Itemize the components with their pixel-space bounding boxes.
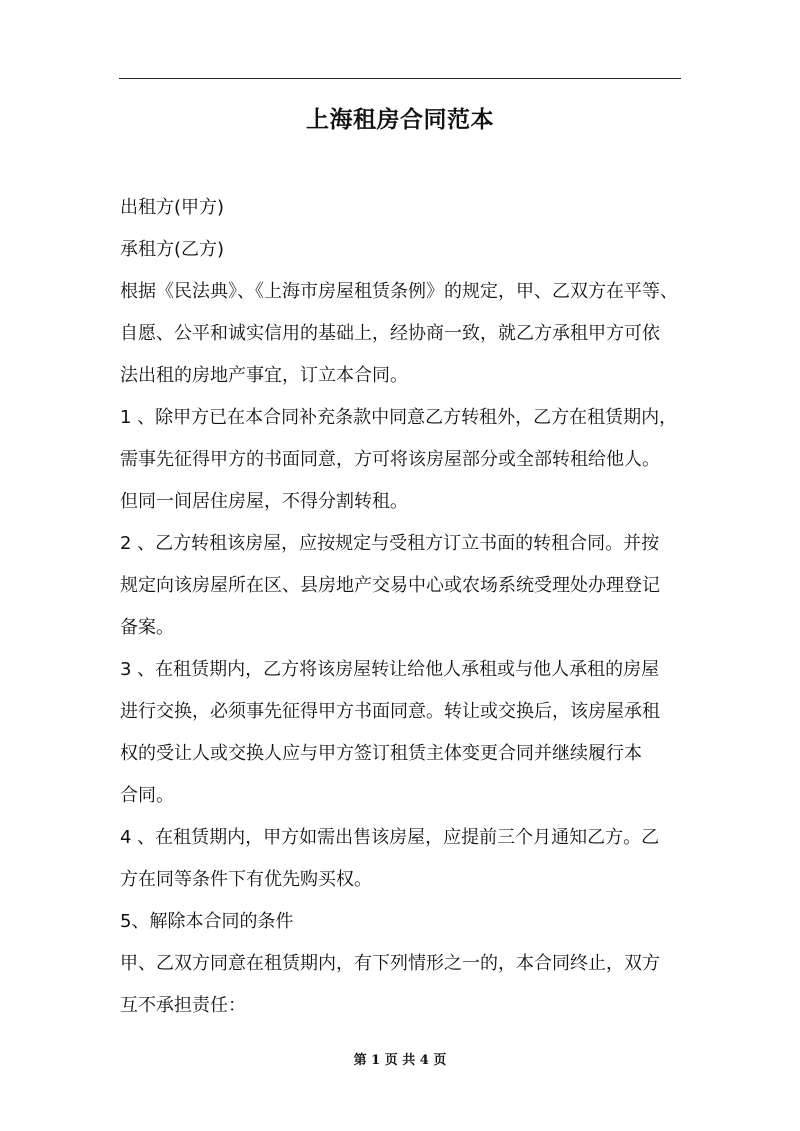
document-title: 上海租房合同范本 — [306, 107, 494, 133]
body-line: 根据《民法典》、《上海市房屋租赁条例》的规定，甲、乙双方在平等、 — [120, 281, 678, 302]
body-line: 承租方(乙方) — [120, 239, 225, 260]
body-line: 1 、除甲方已在本合同补充条款中同意乙方转租外，乙方在租赁期内， — [120, 407, 678, 428]
body-line: 合同。 — [120, 785, 174, 806]
body-line: 方在同等条件下有优先购买权。 — [120, 869, 372, 890]
body-line: 但同一间居住房屋，不得分割转租。 — [120, 491, 408, 512]
body-line: 进行交换，必须事先征得甲方书面同意。转让或交换后，该房屋承租 — [120, 701, 660, 722]
page-number: 第 1 页 共 4 页 — [353, 1053, 447, 1068]
body-line: 4 、在租赁期内，甲方如需出售该房屋，应提前三个月通知乙方。乙 — [120, 827, 660, 848]
body-line: 2 、乙方转租该房屋，应按规定与受租方订立书面的转租合同。并按 — [120, 533, 660, 554]
body-line: 自愿、公平和诚实信用的基础上，经协商一致，就乙方承租甲方可依 — [120, 323, 660, 344]
body-line: 3 、在租赁期内，乙方将该房屋转让给他人承租或与他人承租的房屋 — [120, 659, 660, 680]
body-line: 权的受让人或交换人应与甲方签订租赁主体变更合同并继续履行本 — [120, 743, 642, 764]
body-line: 互不承担责任： — [120, 995, 246, 1016]
body-line: 法出租的房地产事宜，订立本合同。 — [120, 365, 408, 386]
body-line: 出租方(甲方) — [120, 197, 225, 218]
body-line: 规定向该房屋所在区、县房地产交易中心或农场系统受理处办理登记 — [120, 575, 660, 596]
body-line: 需事先征得甲方的书面同意，方可将该房屋部分或全部转租给他人。 — [120, 449, 660, 470]
document-body — [120, 187, 682, 1027]
header-rule — [119, 78, 681, 79]
body-line: 备案。 — [120, 617, 174, 638]
body-line: 甲、乙双方同意在租赁期内，有下列情形之一的，本合同终止，双方 — [120, 953, 660, 974]
body-line: 5、解除本合同的条件 — [120, 911, 294, 932]
